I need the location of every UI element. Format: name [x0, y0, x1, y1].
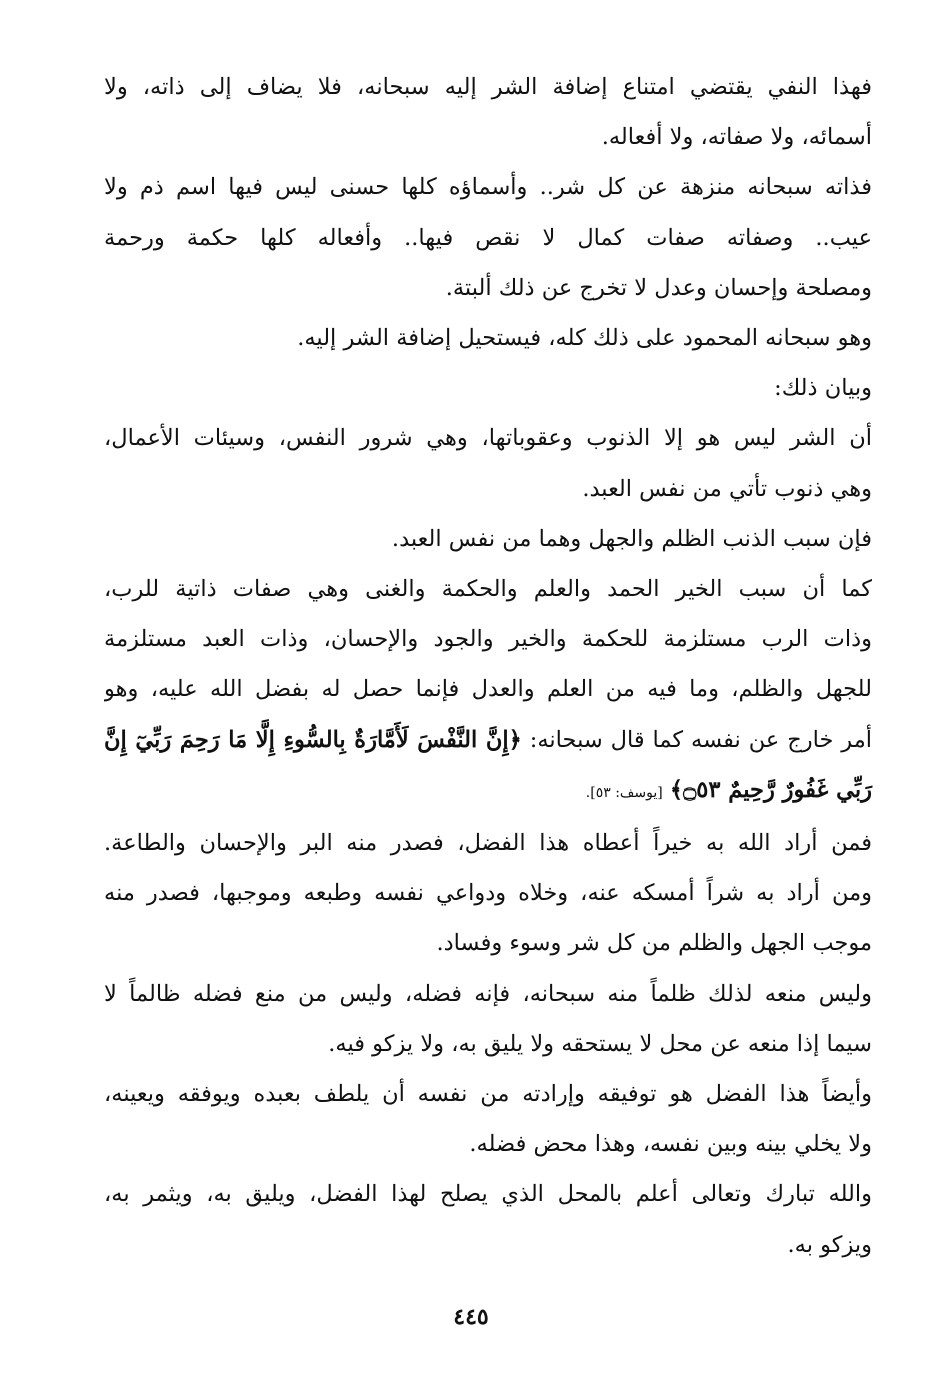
paragraph — [104, 413, 872, 513]
text-line: وبيان ذلك: — [774, 375, 872, 402]
text-line: فإن سبب الذنب الظلم والجهل وهما من نفس العبد. — [391, 525, 872, 552]
text-line: والله تبارك وتعالى أعلم بالمحل الذي يصلح لهذا الفضل، ويليق به، ويثمر به، — [104, 1181, 872, 1208]
paragraph — [104, 514, 872, 564]
text-line: وذات الرب مستلزمة للحكمة والخير والجود والإحسان، وذات العبد مستلزمة — [104, 626, 872, 653]
body-text — [104, 62, 872, 1270]
text-line: عيب.. وصفاته صفات كمال لا نقص فيها.. وأفعاله كلها حكمة ورحمة — [104, 224, 872, 251]
paragraph — [104, 1169, 872, 1269]
text-line: للجهل والظلم، وما فيه من العلم والعدل فإنما حصل له بفضل الله عليه، وهو — [104, 676, 872, 703]
text-line: وهي ذنوب تأتي من نفس العبد. — [582, 475, 872, 502]
paragraph — [104, 969, 872, 1069]
paragraph — [104, 162, 872, 313]
text-line: أسمائه، ولا صفاته، ولا أفعاله. — [601, 124, 872, 151]
quran-verse-part2: رَبِّي غَفُورٌ رَّحِيمٌ ۝٥٣﴾ — [669, 776, 872, 803]
paragraph — [104, 313, 872, 363]
paragraph — [104, 818, 872, 969]
paragraph — [104, 62, 872, 162]
quran-line — [104, 765, 872, 818]
quran-intro: أمر خارج عن نفسه كما قال سبحانه: — [529, 726, 872, 753]
text-line: فمن أراد الله به خيراً أعطاه هذا الفضل، فصدر منه البر والإحسان والطاعة. — [104, 830, 872, 857]
text-line: ومصلحة وإحسان وعدل لا تخرج عن ذلك ألبتة. — [445, 274, 872, 301]
text-line: فهذا النفي يقتضي امتناع إضافة الشر إليه سبحانه، فلا يضاف إلى ذاته، ولا — [104, 74, 872, 100]
text-line: موجب الجهل والظلم من كل شر وسوء وفساد. — [436, 930, 872, 957]
text-line: وهو سبحانه المحمود على ذلك كله، فيستحيل إضافة الشر إليه. — [297, 325, 872, 352]
text-line: فذاته سبحانه منزهة عن كل شر.. وأسماؤه كلها حسنى ليس فيها اسم ذم ولا — [104, 174, 872, 201]
paragraph — [104, 564, 872, 818]
text-line: سيما إذا منعه عن محل لا يستحقه ولا يليق به، ولا يزكو فيه. — [328, 1030, 872, 1057]
page-number: ٤٤٥ — [453, 1304, 489, 1330]
text-line: ويزكو به. — [787, 1231, 872, 1258]
paragraph — [104, 1069, 872, 1169]
text-line: وليس منعه لذلك ظلماً منه سبحانه، فإنه فضله، وليس من منع فضله ظالماً لا — [104, 980, 872, 1007]
text-line: كما أن سبب الخير الحمد والعلم والحكمة والغنى وهي صفات ذاتية للرب، — [104, 576, 872, 603]
text-line: ومن أراد به شراً أمسكه عنه، وخلاه ودواعي نفسه وطبعه وموجبها، فصدر منه — [104, 880, 872, 907]
text-line: أن الشر ليس هو إلا الذنوب وعقوباتها، وهي شرور النفس، وسيئات الأعمال، — [104, 425, 872, 452]
quran-verse-part1: ﴿إِنَّ النَّفْسَ لَأَمَّارَةٌ بِالسُّوءِ إِلَّا مَا رَحِمَ رَبِّيٓ إِنَّ — [104, 726, 522, 753]
text-line: وأيضاً هذا الفضل هو توفيقه وإرادته من نفسه أن يلطف بعبده ويوفقه ويعينه، — [104, 1081, 872, 1108]
verse-reference: [يوسف: ٥٣]. — [585, 784, 663, 801]
quran-line — [104, 715, 872, 765]
text-line: ولا يخلي بينه وبين نفسه، وهذا محض فضله. — [469, 1131, 872, 1158]
paragraph — [104, 363, 872, 413]
